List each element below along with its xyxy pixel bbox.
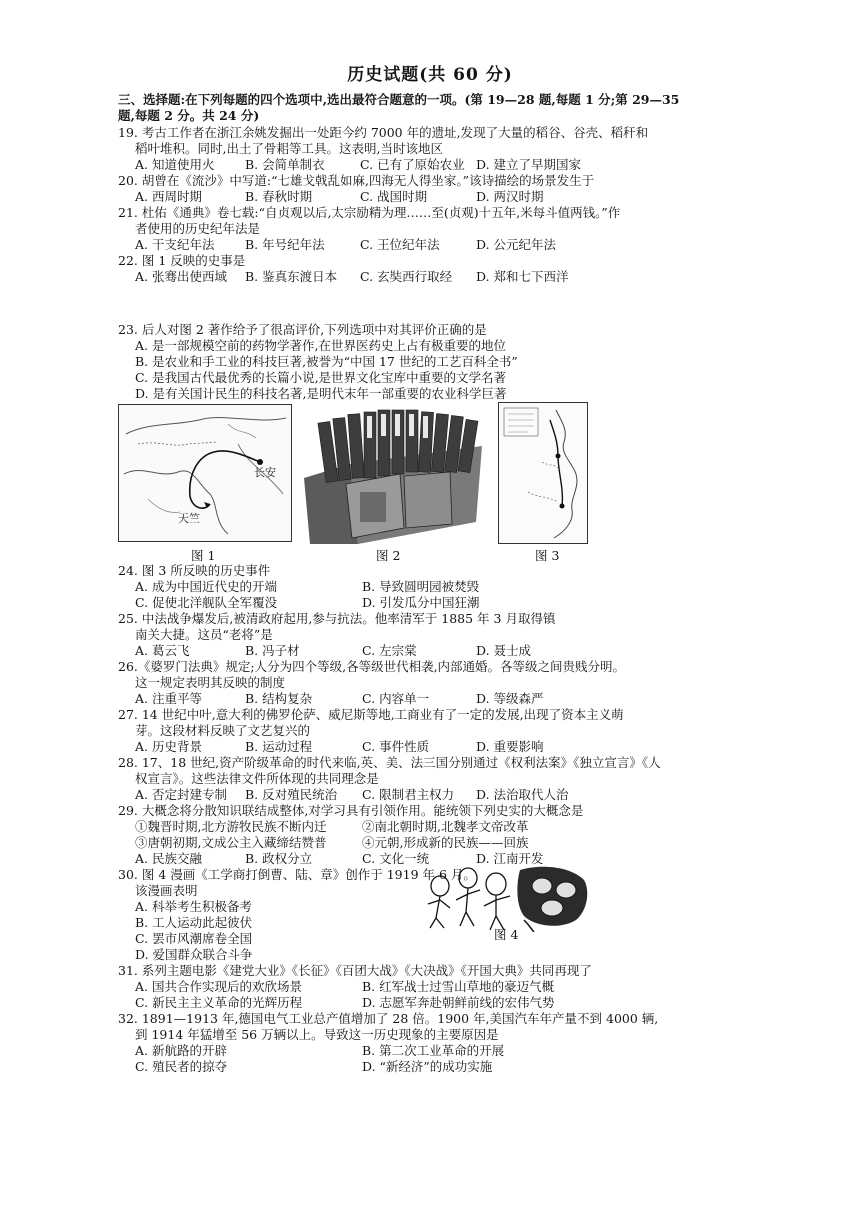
- q31-option-b[interactable]: B. 红军战士过雪山草地的豪迈气概: [362, 979, 555, 994]
- q26-option-b[interactable]: B. 结构复杂: [245, 691, 313, 706]
- q32-option-c[interactable]: C. 殖民者的掠夺: [135, 1059, 228, 1074]
- q24-option-d[interactable]: D. 引发瓜分中国狂潮: [362, 595, 480, 610]
- q29-option-d[interactable]: D. 江南开发: [476, 851, 544, 866]
- q30-option-d[interactable]: D. 爱国群众联合斗争: [135, 947, 253, 962]
- q32-option-a[interactable]: A. 新航路的开辟: [135, 1043, 227, 1058]
- q19-option-a[interactable]: A. 知道使用火: [135, 157, 215, 172]
- q21-option-c[interactable]: C. 王位纪年法: [360, 237, 440, 252]
- q24-option-a[interactable]: A. 成为中国近代史的开端: [135, 579, 277, 594]
- q20-option-d[interactable]: D. 两汉时期: [476, 189, 544, 204]
- question-23-stem: 23. 后人对图 2 著作给予了很高评价,下列选项中对其评价正确的是: [118, 322, 487, 337]
- q32-option-b[interactable]: B. 第二次工业革命的开展: [362, 1043, 505, 1058]
- q20-option-a[interactable]: A. 西周时期: [135, 189, 202, 204]
- figure-3-map: [498, 402, 588, 544]
- q26-option-a[interactable]: A. 注重平等: [135, 691, 202, 706]
- q27-option-c[interactable]: C. 事件性质: [362, 739, 430, 754]
- question-30-stem: 30. 图 4 漫画《工学商打倒曹、陆、章》创作于 1919 年 6 月。: [118, 867, 476, 882]
- figure-1-map: [118, 404, 292, 542]
- figure-2-caption: 图 2: [376, 548, 401, 563]
- figure-2-books: [300, 406, 486, 544]
- question-21-stem: 21. 杜佑《通典》卷七载:“自贞观以后,太宗励精为理……至(贞观)十五年,米每斗值两钱。”作: [118, 205, 621, 220]
- q27-option-d[interactable]: D. 重要影响: [476, 739, 544, 754]
- q19-option-d[interactable]: D. 建立了早期国家: [476, 157, 582, 172]
- question-31-stem: 31. 系列主题电影《建党大业》《长征》《百团大战》《大决战》《开国大典》共同再现了: [118, 963, 592, 978]
- figure-3-caption: 图 3: [535, 548, 560, 563]
- q20-option-c[interactable]: C. 战国时期: [360, 189, 428, 204]
- question-30-stem-cont: 该漫画表明: [135, 883, 198, 898]
- q29-fact-4: ④元朝,形成新的民族——回族: [362, 835, 529, 850]
- q29-fact-2: ②南北朝时期,北魏孝文帝改革: [362, 819, 529, 834]
- q29-fact-3: ③唐朝初期,文成公主入藏缔结赞普: [135, 835, 327, 850]
- section-heading: 三、选择题:在下列每题的四个选项中,选出最符合题意的一项。(第 19—28 题,每题 1 分;第 29—35: [118, 92, 680, 107]
- q31-option-a[interactable]: A. 国共合作实现后的欢欣场景: [135, 979, 302, 994]
- section-heading-cont: 题,每题 2 分。共 24 分): [118, 108, 260, 123]
- q23-option-a[interactable]: A. 是一部规模空前的药物学著作,在世界医药史上占有极重要的地位: [135, 338, 506, 353]
- question-28-stem-cont: 权宣言》。这些法律文件所体现的共同理念是: [135, 771, 379, 786]
- q21-option-b[interactable]: B. 年号纪年法: [245, 237, 325, 252]
- q29-option-a[interactable]: A. 民族交融: [135, 851, 202, 866]
- q21-option-a[interactable]: A. 干支纪年法: [135, 237, 215, 252]
- q22-option-b[interactable]: B. 鉴真东渡日本: [245, 269, 338, 284]
- question-27-stem: 27. 14 世纪中叶,意大利的佛罗伦萨、威尼斯等地,工商业有了一定的发展,出现了资本主义萌: [118, 707, 624, 722]
- q27-option-a[interactable]: A. 历史背景: [135, 739, 202, 754]
- q24-option-c[interactable]: C. 促使北洋舰队全军覆没: [135, 595, 278, 610]
- q23-option-d[interactable]: D. 是有关国计民生的科技名著,是明代末年一部重要的农业科学巨著: [135, 386, 507, 401]
- q25-option-d[interactable]: D. 聂士成: [476, 643, 532, 658]
- q31-option-c[interactable]: C. 新民主主义革命的光辉历程: [135, 995, 303, 1010]
- q28-option-c[interactable]: C. 限制君主权力: [362, 787, 455, 802]
- map-label-tianzhu: 天竺: [178, 512, 200, 525]
- question-32-stem-cont: 到 1914 年猛增至 56 万辆以上。导致这一历史现象的主要原因是: [135, 1027, 499, 1042]
- question-19-stem: 19. 考古工作者在浙江余姚发掘出一处距今约 7000 年的遗址,发现了大量的稻谷、谷壳、稻秆和: [118, 125, 649, 140]
- q23-option-c[interactable]: C. 是我国古代最优秀的长篇小说,是世界文化宝库中重要的文学名著: [135, 370, 507, 385]
- question-21-stem-cont: 者使用的历史纪年法是: [135, 221, 261, 236]
- q26-option-d[interactable]: D. 等级森严: [476, 691, 544, 706]
- q31-option-d[interactable]: D. 志愿军奔赴朝鲜前线的宏伟气势: [362, 995, 555, 1010]
- question-26-stem-cont: 这一规定表明其反映的制度: [135, 675, 286, 690]
- question-22-stem: 22. 图 1 反映的史事是: [118, 253, 246, 268]
- figure-1-caption: 图 1: [191, 548, 216, 563]
- figure-4-cartoon: [420, 860, 592, 932]
- map-label-changan: 长安: [254, 466, 276, 479]
- q22-option-c[interactable]: C. 玄奘西行取经: [360, 269, 453, 284]
- q22-option-d[interactable]: D. 郑和七下西洋: [476, 269, 569, 284]
- question-24-stem: 24. 图 3 所反映的历史事件: [118, 563, 271, 578]
- q29-fact-1: ①魏晋时期,北方游牧民族不断内迁: [135, 819, 327, 834]
- q28-option-b[interactable]: B. 反对殖民统治: [245, 787, 338, 802]
- question-28-stem: 28. 17、18 世纪,资产阶级革命的时代来临,英、美、法三国分别通过《权利法案》《独立宣言》《人: [118, 755, 661, 770]
- question-20-stem: 20. 胡曾在《流沙》中写道:“七雄戈戟乱如麻,四海无人得坐家。”该诗描绘的场景发生于: [118, 173, 595, 188]
- q25-option-a[interactable]: A. 葛云飞: [135, 643, 190, 658]
- q20-option-b[interactable]: B. 春秋时期: [245, 189, 313, 204]
- q29-option-b[interactable]: B. 政权分立: [245, 851, 313, 866]
- q30-option-a[interactable]: A. 科举考生积极备考: [135, 899, 252, 914]
- q23-option-b[interactable]: B. 是农业和手工业的科技巨著,被誉为“中国 17 世纪的工艺百科全书”: [135, 354, 518, 369]
- question-25-stem: 25. 中法战争爆发后,被清政府起用,参与抗法。他率清军于 1885 年 3 月取得镇: [118, 611, 556, 626]
- figure-4-caption: 图 4: [494, 927, 519, 942]
- q29-option-c[interactable]: C. 文化一统: [362, 851, 430, 866]
- q26-option-c[interactable]: C. 内容单一: [362, 691, 430, 706]
- question-32-stem: 32. 1891—1913 年,德国电气工业总产值增加了 28 倍。1900 年,美国汽车年产量不到 4000 辆,: [118, 1011, 659, 1026]
- question-25-stem-cont: 南关大捷。这员“老将”是: [135, 627, 273, 642]
- q19-option-b[interactable]: B. 会简单制衣: [245, 157, 325, 172]
- question-27-stem-cont: 芽。这段材料反映了文艺复兴的: [135, 723, 311, 738]
- question-29-stem: 29. 大概念将分散知识联结成整体,对学习具有引领作用。能统领下列史实的大概念是: [118, 803, 584, 818]
- q32-option-d[interactable]: D. “新经济”的成功实施: [362, 1059, 493, 1074]
- q19-option-c[interactable]: C. 已有了原始农业: [360, 157, 465, 172]
- q28-option-a[interactable]: A. 否定封建专制: [135, 787, 227, 802]
- q28-option-d[interactable]: D. 法治取代人治: [476, 787, 569, 802]
- q21-option-d[interactable]: D. 公元纪年法: [476, 237, 557, 252]
- q30-option-c[interactable]: C. 罢市风潮席卷全国: [135, 931, 253, 946]
- q25-option-c[interactable]: C. 左宗棠: [362, 643, 417, 658]
- q25-option-b[interactable]: B. 冯子材: [245, 643, 300, 658]
- question-26-stem: 26.《婆罗门法典》规定;人分为四个等级,各等级世代相袭,内部通婚。各等级之间贵贱分明。: [118, 659, 626, 674]
- question-19-stem-cont: 稻叶堆积。同时,出土了骨耜等工具。这表明,当时该地区: [135, 141, 443, 156]
- q24-option-b[interactable]: B. 导致圆明园被焚毁: [362, 579, 480, 594]
- page-title: 历史试题(共 60 分): [347, 65, 513, 85]
- q30-option-b[interactable]: B. 工人运动此起彼伏: [135, 915, 253, 930]
- q22-option-a[interactable]: A. 张骞出使西域: [135, 269, 227, 284]
- q27-option-b[interactable]: B. 运动过程: [245, 739, 313, 754]
